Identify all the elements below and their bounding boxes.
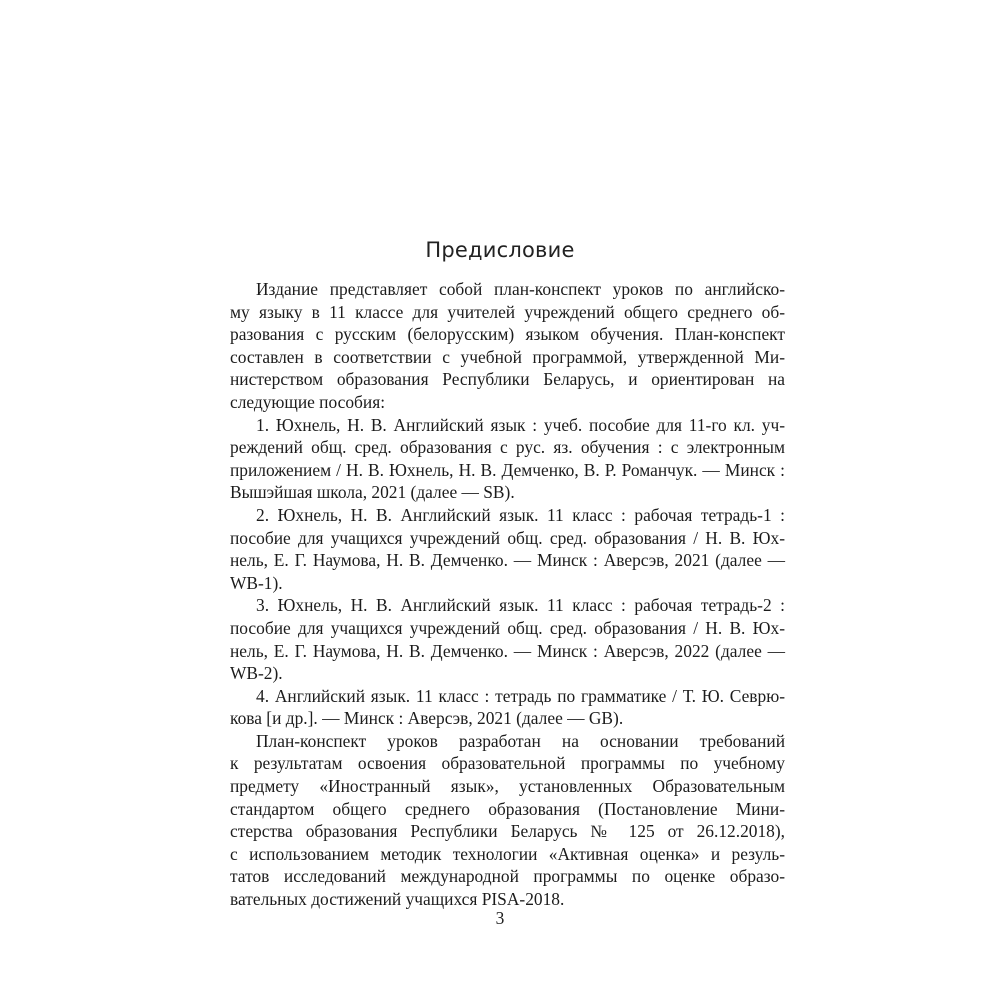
text-line: вательных достижений учащихся PISA-2018.	[230, 889, 565, 910]
text-line: Издание представляет собой план-конспект уроков по английско-	[256, 279, 785, 299]
text-line: приложением / Н. В. Юхнель, Н. В. Демченко, В. Р. Романчук. — Минск :	[230, 459, 785, 480]
text-line: нель, Е. Г. Наумова, Н. В. Демченко. — Минск : Аверсэв, 2022 (далее —	[230, 640, 785, 661]
text-line: предмету «Иностранный язык», установленных Образовательным	[230, 776, 785, 797]
text-line: к результатам освоения образовательной программы по учебному	[230, 753, 785, 774]
text-line: Вышэйшая школа, 2021 (далее — SB).	[230, 482, 515, 503]
text-line: стерства образования Республики Беларусь № 125 от 26.12.2018),	[230, 821, 785, 842]
text-line: разования с русским (белорусским) языком обучения. План-конспект	[230, 324, 785, 345]
text-line: нистерством образования Республики Беларусь, и ориентирован на	[230, 369, 785, 390]
preface-text	[230, 278, 785, 911]
text-line: WB-2).	[230, 663, 283, 684]
text-line: 3. Юхнель, Н. В. Английский язык. 11 класс : рабочая тетрадь-2 :	[256, 595, 785, 616]
text-line: с использованием методик технологии «Активная оценка» и резуль-	[230, 843, 785, 864]
text-line: стандартом общего среднего образования (Постановление Мини-	[230, 798, 785, 819]
text-line: WB-1).	[230, 572, 283, 593]
text-line: следующие пособия:	[230, 391, 386, 412]
text-line: 4. Английский язык. 11 класс : тетрадь по грамматике / Т. Ю. Севрю-	[256, 685, 785, 706]
page-number: 3	[495, 908, 505, 928]
text-line: 2. Юхнель, Н. В. Английский язык. 11 класс : рабочая тетрадь-1 :	[256, 504, 785, 525]
text-line: татов исследований международной программы по оценке образо-	[230, 866, 785, 887]
text-line: составлен в соответствии с учебной программой, утвержденной Ми-	[230, 346, 785, 367]
text-line: пособие для учащихся учреждений общ. сред. образования / Н. В. Юх-	[230, 527, 785, 548]
text-line: нель, Е. Г. Наумова, Н. В. Демченко. — Минск : Аверсэв, 2021 (далее —	[230, 550, 785, 571]
text-line: кова [и др.]. — Минск : Аверсэв, 2021 (далее — GB).	[230, 708, 624, 729]
text-line: реждений общ. сред. образования с рус. яз. обучения : с электронным	[230, 437, 785, 458]
section-heading: Предисловие	[425, 238, 575, 262]
text-line: му языку в 11 классе для учителей учреждений общего среднего об-	[230, 301, 785, 322]
text-line: пособие для учащихся учреждений общ. сред. образования / Н. В. Юх-	[230, 617, 785, 638]
text-line: 1. Юхнель, Н. В. Английский язык : учеб. пособие для 11-го кл. уч-	[256, 414, 785, 435]
text-line: План-конспект уроков разработан на основании требований	[256, 730, 785, 751]
